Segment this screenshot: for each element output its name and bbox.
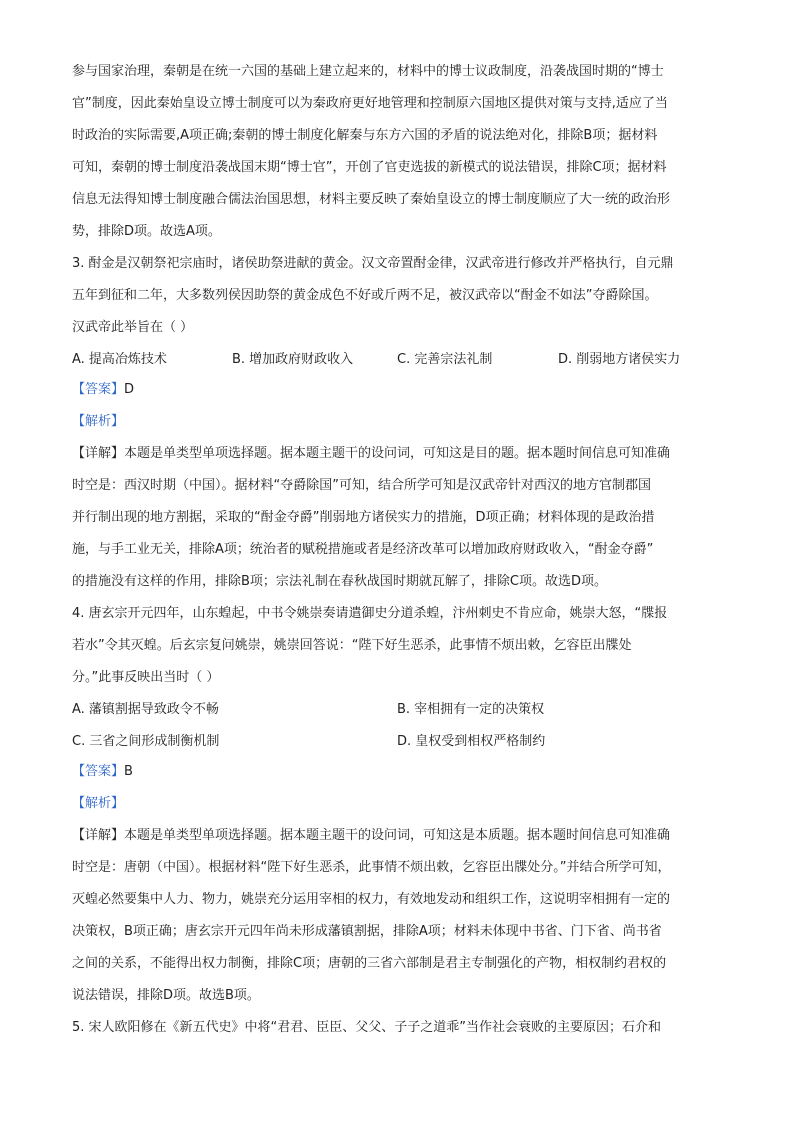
q4-detail-line: 决策权，B项正确；唐玄宗开元四年尚未形成藩镇割据，排除A项；材料未体现中书省、门下省、尚书省	[72, 924, 662, 939]
q3-analysis-heading	[72, 412, 724, 432]
q4-option-a: A. 藩镇割据导致政令不畅	[72, 702, 219, 717]
q4-detail-line	[72, 826, 724, 846]
q3-detail-line: 的措施没有这样的作用，排除B项；宗法礼制在春秋战国时期就瓦解了，排除C项。故选D项。	[72, 574, 608, 589]
q4-analysis-heading	[72, 794, 724, 814]
q3-detail-line	[72, 444, 724, 464]
detail-tag: 【详解】	[72, 828, 125, 843]
answer-tag: 【答案】	[72, 764, 125, 779]
detail-text: 本题是单类型单项选择题。据本题主题干的设问词，可知这是本质题。据本题时间信息可知准确	[124, 828, 671, 843]
q4-stem-line: 若水”令其灭蝗。后玄宗复问姚崇，姚崇回答说：“陛下好生恶杀，此事情不烦出敕，乞容臣出牒处	[72, 638, 632, 653]
q3-stem-line: 五年到征和二年，大多数列侯因助祭的黄金成色不好或斤两不足，被汉武帝以“酎金不如法”夺爵除国。	[72, 288, 658, 303]
q4-detail-line: 之间的关系，不能得出权力制衡，排除C项；唐朝的三省六部制是君主专制强化的产物，相权制约君权的	[72, 956, 667, 971]
q3-detail-line: 时空是：西汉时期（中国）。据材料“夺爵除国”可知，结合所学可知是汉武帝针对西汉的地方官制郡国	[72, 478, 651, 493]
q4-stem-line: 4. 唐玄宗开元四年，山东蝗起，中书令姚崇奏请遣御史分道杀蝗，汴州刺史不肯应命，姚崇大怒，“牒报	[72, 606, 668, 621]
q4-option-b: B. 宰相拥有一定的决策权	[397, 702, 545, 717]
q4-option-c: C. 三省之间形成制衡机制	[72, 734, 220, 749]
q4-stem-line: 分。”此事反映出当时（ ）	[72, 670, 220, 685]
prev-explanation-line: 官”制度，因此秦始皇设立博士制度可以为秦政府更好地管理和控制原六国地区提供对策与支持,适应了当	[72, 96, 668, 111]
prev-explanation-line: 时政治的实际需要,A项正确;秦朝的博士制度化解秦与东方六国的矛盾的说法绝对化，排除B项；据材料	[72, 128, 658, 143]
answer-value: D	[124, 382, 135, 397]
prev-explanation-line: 势，排除D项。故选A项。	[72, 224, 221, 239]
q4-options-row-1	[72, 700, 724, 720]
q4-detail-line: 时空是：唐朝（中国）。根据材料“陛下好生恶杀，此事情不烦出敕，乞容臣出牒处分。”并结合所学可知，	[72, 860, 671, 875]
q3-option-d: D. 削弱地方诸侯实力	[558, 352, 681, 367]
q3-stem-line: 3. 酎金是汉朝祭祀宗庙时，诸侯助祭进献的黄金。汉文帝置酎金律，汉武帝进行修改并严格执行，自元鼎	[72, 256, 674, 271]
prev-explanation-line: 信息无法得知博士制度融合儒法治国思想，材料主要反映了秦始皇设立的博士制度顺应了大一统的政治形	[72, 192, 671, 207]
q3-answer	[72, 380, 724, 400]
prev-explanation-line: 可知，秦朝的博士制度沿袭战国末期“博士官”，开创了官吏选拔的新模式的说法错误，排除C项；据材料	[72, 160, 667, 175]
q4-answer	[72, 762, 724, 782]
q4-option-d: D. 皇权受到相权严格制约	[397, 734, 546, 749]
q5-stem-line: 5. 宋人欧阳修在《新五代史》中将“君君、臣臣、父父、子子之道乖”当作社会衰败的主要原因；石介和	[72, 1020, 662, 1035]
detail-tag: 【详解】	[72, 446, 125, 461]
q4-detail-line: 说法错误，排除D项。故选B项。	[72, 988, 260, 1003]
q3-option-a: A. 提高冶炼技术	[72, 352, 167, 367]
q3-options	[72, 350, 724, 370]
q3-stem-line: 汉武帝此举旨在（ ）	[72, 320, 194, 335]
q4-detail-line: 灭蝗必然要集中人力、物力，姚崇充分运用宰相的权力，有效地发动和组织工作，这说明宰相拥有一定的	[72, 892, 671, 907]
detail-text: 本题是单类型单项选择题。据本题主题干的设问词，可知这是目的题。据本题时间信息可知准确	[124, 446, 671, 461]
q4-options-row-2	[72, 732, 724, 752]
answer-tag: 【答案】	[72, 382, 125, 397]
prev-explanation-line: 参与国家治理，秦朝是在统一六国的基础上建立起来的，材料中的博士议政制度，沿袭战国时期的“博士	[72, 64, 664, 79]
analysis-tag: 【解析】	[72, 414, 125, 429]
q3-option-b: B. 增加政府财政收入	[232, 352, 354, 367]
q3-detail-line: 并行制出现的地方割据，采取的“酎金夺爵”削弱地方诸侯实力的措施，D项正确；材料体现的是政治措	[72, 510, 655, 525]
q3-option-c: C. 完善宗法礼制	[397, 352, 493, 367]
answer-value: B	[124, 764, 133, 779]
analysis-tag: 【解析】	[72, 796, 125, 811]
q3-detail-line: 施，与手工业无关，排除A项；统治者的赋税措施或者是经济改革可以增加政府财政收入，“酎金夺爵”	[72, 542, 654, 557]
